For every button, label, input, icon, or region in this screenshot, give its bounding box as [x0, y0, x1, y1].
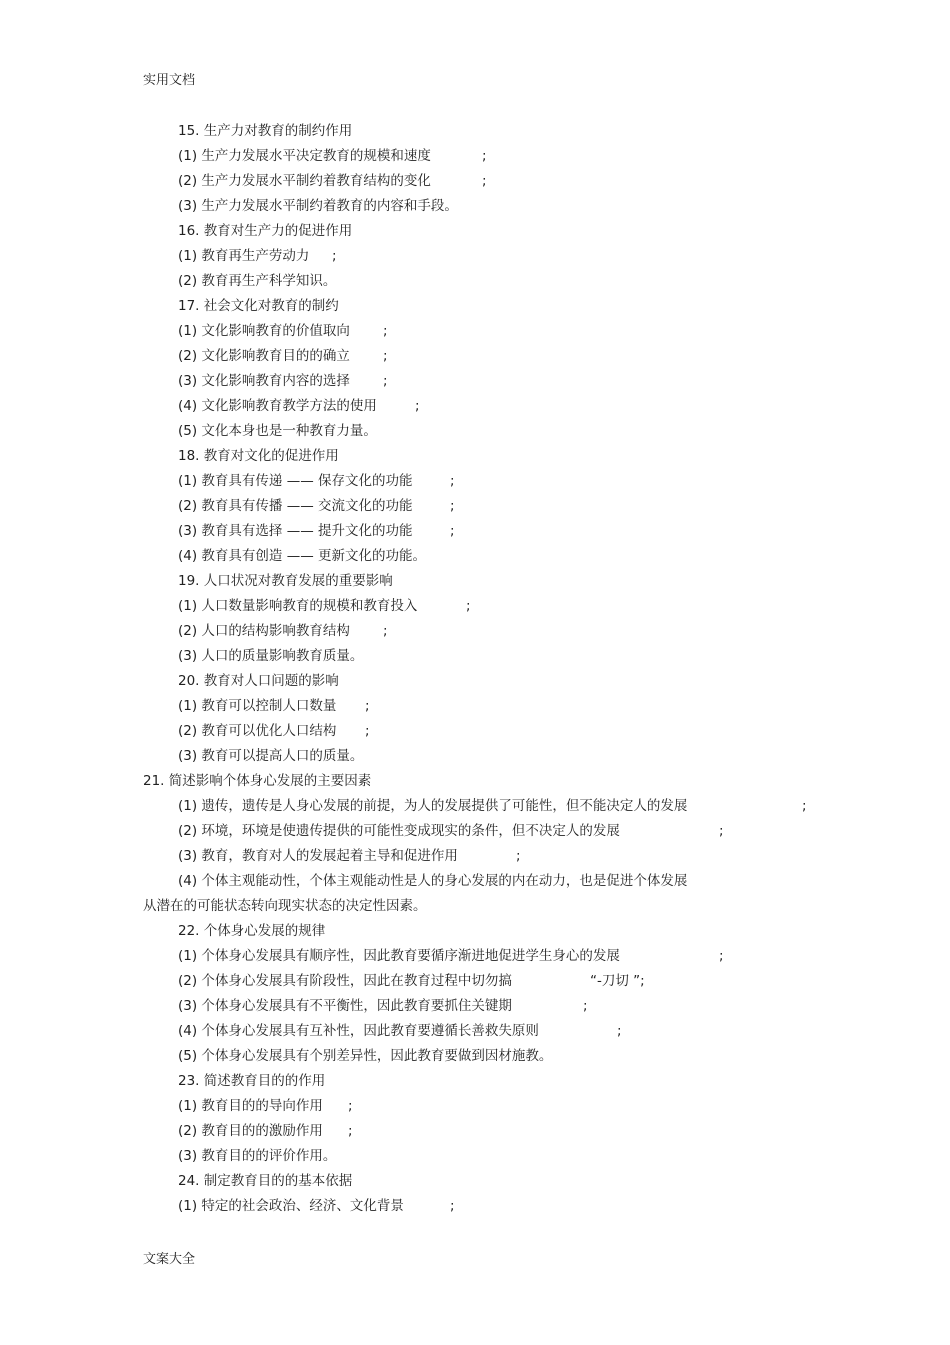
- line-punctuation: ;: [583, 998, 588, 1014]
- line-text: (1) 个体身心发展具有顺序性，因此教育要循序渐进地促进学生身心的发展: [178, 948, 620, 964]
- line-text: (1) 教育再生产劳动力: [178, 248, 310, 264]
- line-punctuation: ;: [415, 398, 420, 414]
- line-punctuation: ;: [348, 1123, 353, 1139]
- line-punctuation: ;: [383, 373, 388, 389]
- text-line: [0, 344, 950, 369]
- text-line: [0, 794, 950, 819]
- line-text: (1) 教育目的的导向作用: [178, 1098, 323, 1114]
- line-punctuation: ;: [365, 698, 370, 714]
- line-text: (2) 个体身心发展具有阶段性，因此在教育过程中切勿搞: [178, 973, 512, 989]
- line-text: (1) 遗传，遗传是人身心发展的前提，为人的发展提供了可能性，但不能决定人的发展: [178, 798, 688, 814]
- line-text: (3) 人口的质量影响教育质量。: [178, 648, 364, 664]
- line-text: (1) 特定的社会政治、经济、文化背景: [178, 1198, 404, 1214]
- line-text: (1) 生产力发展水平决定教育的规模和速度: [178, 148, 431, 164]
- text-line: [0, 1169, 950, 1194]
- text-line: [0, 494, 950, 519]
- text-line: [0, 869, 950, 894]
- line-text: (1) 人口数量影响教育的规模和教育投入: [178, 598, 418, 614]
- line-punctuation: “-刀切 ”;: [590, 973, 645, 989]
- text-line: [0, 644, 950, 669]
- text-line: [0, 1144, 950, 1169]
- text-line: [0, 894, 950, 919]
- text-line: [0, 569, 950, 594]
- line-text: 24. 制定教育目的的基本依据: [178, 1173, 353, 1189]
- page-header: 实用文档: [143, 73, 196, 88]
- text-line: [0, 594, 950, 619]
- line-text: (2) 教育目的的激励作用: [178, 1123, 323, 1139]
- text-line: [0, 169, 950, 194]
- text-line: [0, 844, 950, 869]
- line-text: (2) 环境，环境是使遗传提供的可能性变成现实的条件，但不决定人的发展: [178, 823, 620, 839]
- line-text: 19. 人口状况对教育发展的重要影响: [178, 573, 393, 589]
- line-punctuation: ;: [365, 723, 370, 739]
- text-line: [0, 1069, 950, 1094]
- text-line: [0, 1194, 950, 1219]
- line-text: (3) 教育目的的评价作用。: [178, 1148, 337, 1164]
- line-text: (3) 生产力发展水平制约着教育的内容和手段。: [178, 198, 458, 214]
- line-punctuation: ;: [450, 473, 455, 489]
- line-punctuation: ;: [383, 323, 388, 339]
- text-line: [0, 394, 950, 419]
- line-text: 从潜在的可能状态转向现实状态的决定性因素。: [143, 898, 427, 914]
- line-text: 17. 社会文化对教育的制约: [178, 298, 339, 314]
- line-text: 21. 简述影响个体身心发展的主要因素: [143, 773, 372, 789]
- page-footer: 文案大全: [143, 1252, 196, 1267]
- text-line: [0, 994, 950, 1019]
- text-line: [0, 519, 950, 544]
- line-punctuation: ;: [482, 148, 487, 164]
- line-punctuation: ;: [482, 173, 487, 189]
- line-text: (4) 教育具有创造 —— 更新文化的功能。: [178, 548, 426, 564]
- line-text: (3) 教育具有选择 —— 提升文化的功能: [178, 523, 413, 539]
- line-text: 20. 教育对人口问题的影响: [178, 673, 339, 689]
- text-line: [0, 769, 950, 794]
- document-body: [0, 119, 950, 1219]
- line-text: (3) 教育可以提高人口的质量。: [178, 748, 364, 764]
- line-text: (2) 文化影响教育目的的确立: [178, 348, 350, 364]
- text-line: [0, 144, 950, 169]
- line-text: (4) 个体主观能动性，个体主观能动性是人的身心发展的内在动力，也是促进个体发展: [178, 873, 688, 889]
- text-line: [0, 544, 950, 569]
- line-text: 23. 简述教育目的的作用: [178, 1073, 326, 1089]
- line-punctuation: ;: [802, 798, 807, 814]
- text-line: [0, 244, 950, 269]
- text-line: [0, 1119, 950, 1144]
- text-line: [0, 294, 950, 319]
- text-line: [0, 269, 950, 294]
- line-punctuation: ;: [332, 248, 337, 264]
- line-punctuation: ;: [383, 623, 388, 639]
- text-line: [0, 694, 950, 719]
- text-line: [0, 444, 950, 469]
- text-line: [0, 219, 950, 244]
- text-line: [0, 369, 950, 394]
- line-punctuation: ;: [383, 348, 388, 364]
- text-line: [0, 1019, 950, 1044]
- text-line: [0, 744, 950, 769]
- line-text: (2) 教育可以优化人口结构: [178, 723, 337, 739]
- text-line: [0, 1044, 950, 1069]
- line-punctuation: ;: [450, 498, 455, 514]
- line-punctuation: ;: [719, 948, 724, 964]
- text-line: [0, 319, 950, 344]
- line-punctuation: ;: [719, 823, 724, 839]
- text-line: [0, 469, 950, 494]
- line-punctuation: ;: [348, 1098, 353, 1114]
- line-punctuation: ;: [466, 598, 471, 614]
- line-punctuation: ;: [516, 848, 521, 864]
- line-text: (3) 文化影响教育内容的选择: [178, 373, 350, 389]
- line-punctuation: ;: [617, 1023, 622, 1039]
- line-text: (2) 生产力发展水平制约着教育结构的变化: [178, 173, 431, 189]
- text-line: [0, 619, 950, 644]
- text-line: [0, 819, 950, 844]
- line-punctuation: ;: [450, 523, 455, 539]
- text-line: [0, 194, 950, 219]
- line-text: (1) 教育具有传递 —— 保存文化的功能: [178, 473, 413, 489]
- line-text: 18. 教育对文化的促进作用: [178, 448, 339, 464]
- line-text: (4) 文化影响教育教学方法的使用: [178, 398, 377, 414]
- text-line: [0, 119, 950, 144]
- text-line: [0, 669, 950, 694]
- line-text: (5) 个体身心发展具有个别差异性，因此教育要做到因材施教。: [178, 1048, 553, 1064]
- text-line: [0, 419, 950, 444]
- line-text: (3) 教育，教育对人的发展起着主导和促进作用: [178, 848, 458, 864]
- text-line: [0, 919, 950, 944]
- line-text: (1) 教育可以控制人口数量: [178, 698, 337, 714]
- line-text: (2) 教育具有传播 —— 交流文化的功能: [178, 498, 413, 514]
- line-punctuation: ;: [450, 1198, 455, 1214]
- line-text: 15. 生产力对教育的制约作用: [178, 123, 353, 139]
- line-text: 16. 教育对生产力的促进作用: [178, 223, 353, 239]
- line-text: (1) 文化影响教育的价值取向: [178, 323, 350, 339]
- line-text: (3) 个体身心发展具有不平衡性，因此教育要抓住关键期: [178, 998, 512, 1014]
- line-text: (4) 个体身心发展具有互补性，因此教育要遵循长善救失原则: [178, 1023, 539, 1039]
- text-line: [0, 719, 950, 744]
- line-text: (2) 人口的结构影响教育结构: [178, 623, 350, 639]
- text-line: [0, 969, 950, 994]
- line-text: (5) 文化本身也是一种教育力量。: [178, 423, 377, 439]
- text-line: [0, 944, 950, 969]
- line-text: (2) 教育再生产科学知识。: [178, 273, 337, 289]
- line-text: 22. 个体身心发展的规律: [178, 923, 326, 939]
- text-line: [0, 1094, 950, 1119]
